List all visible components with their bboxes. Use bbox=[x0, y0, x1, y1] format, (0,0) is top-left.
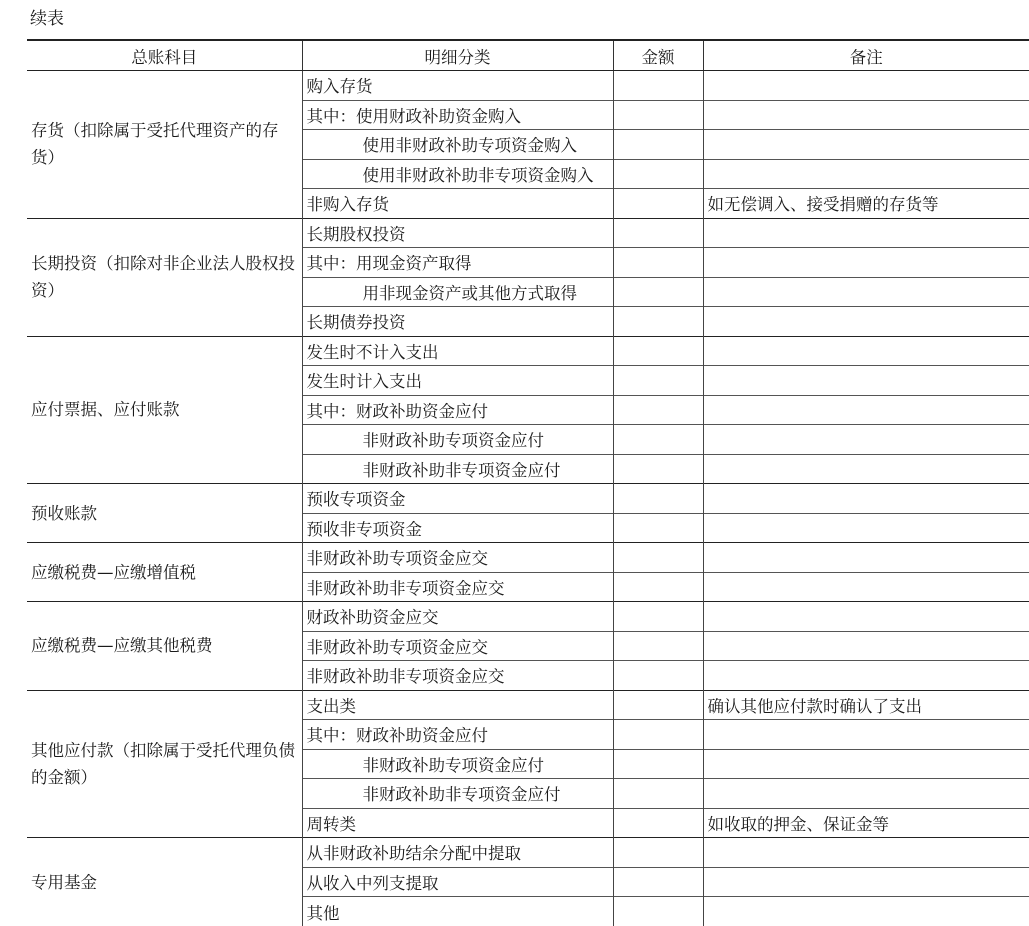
amount-cell bbox=[613, 159, 703, 189]
amount-cell bbox=[613, 454, 703, 484]
detail-cell: 其中：使用财政补助资金购入 bbox=[302, 100, 613, 130]
detail-cell: 从非财政补助结余分配中提取 bbox=[302, 838, 613, 868]
note-cell bbox=[703, 336, 1029, 366]
header-amount: 金额 bbox=[613, 40, 703, 71]
account-cell: 预收账款 bbox=[27, 484, 302, 543]
note-cell bbox=[703, 572, 1029, 602]
note-cell bbox=[703, 661, 1029, 691]
note-cell bbox=[703, 602, 1029, 632]
detail-cell: 非财政补助非专项资金应付 bbox=[302, 779, 613, 809]
table-row bbox=[27, 543, 1029, 573]
header-note: 备注 bbox=[703, 40, 1029, 71]
detail-cell: 其他 bbox=[302, 897, 613, 926]
note-cell bbox=[703, 425, 1029, 455]
detail-cell: 非财政补助专项资金应付 bbox=[302, 749, 613, 779]
detail-cell: 非财政补助非专项资金应交 bbox=[302, 572, 613, 602]
amount-cell bbox=[613, 602, 703, 632]
amount-cell bbox=[613, 631, 703, 661]
header-account: 总账科目 bbox=[27, 40, 302, 71]
detail-cell: 长期债券投资 bbox=[302, 307, 613, 337]
detail-cell: 用非现金资产或其他方式取得 bbox=[302, 277, 613, 307]
amount-cell bbox=[613, 838, 703, 868]
amount-cell bbox=[613, 808, 703, 838]
note-cell bbox=[703, 71, 1029, 101]
header-detail: 明细分类 bbox=[302, 40, 613, 71]
account-cell: 长期投资（扣除对非企业法人股权投资） bbox=[27, 218, 302, 336]
detail-cell: 其中：财政补助资金应付 bbox=[302, 720, 613, 750]
amount-cell bbox=[613, 277, 703, 307]
detail-cell: 非财政补助专项资金应交 bbox=[302, 543, 613, 573]
amount-cell bbox=[613, 71, 703, 101]
detail-cell: 发生时计入支出 bbox=[302, 366, 613, 396]
amount-cell bbox=[613, 720, 703, 750]
amount-cell bbox=[613, 218, 703, 248]
note-cell bbox=[703, 484, 1029, 514]
note-cell: 如无偿调入、接受捐赠的存货等 bbox=[703, 189, 1029, 219]
note-cell bbox=[703, 395, 1029, 425]
detail-cell: 支出类 bbox=[302, 690, 613, 720]
table-row bbox=[27, 484, 1029, 514]
account-cell: 专用基金 bbox=[27, 838, 302, 926]
note-cell bbox=[703, 720, 1029, 750]
amount-cell bbox=[613, 543, 703, 573]
detail-cell: 使用非财政补助专项资金购入 bbox=[302, 130, 613, 160]
note-cell bbox=[703, 218, 1029, 248]
amount-cell bbox=[613, 867, 703, 897]
amount-cell bbox=[613, 336, 703, 366]
account-cell: 应缴税费—应缴其他税费 bbox=[27, 602, 302, 691]
note-cell bbox=[703, 749, 1029, 779]
note-cell: 确认其他应付款时确认了支出 bbox=[703, 690, 1029, 720]
amount-cell bbox=[613, 690, 703, 720]
note-cell bbox=[703, 867, 1029, 897]
note-cell bbox=[703, 277, 1029, 307]
amount-cell bbox=[613, 513, 703, 543]
account-cell: 应缴税费—应缴增值税 bbox=[27, 543, 302, 602]
note-cell bbox=[703, 454, 1029, 484]
account-cell: 存货（扣除属于受托代理资产的存货） bbox=[27, 71, 302, 219]
amount-cell bbox=[613, 307, 703, 337]
account-cell: 应付票据、应付账款 bbox=[27, 336, 302, 484]
amount-cell bbox=[613, 130, 703, 160]
note-cell bbox=[703, 779, 1029, 809]
amount-cell bbox=[613, 425, 703, 455]
table-row bbox=[27, 336, 1029, 366]
note-cell bbox=[703, 130, 1029, 160]
detail-cell: 周转类 bbox=[302, 808, 613, 838]
note-cell bbox=[703, 631, 1029, 661]
detail-cell: 使用非财政补助非专项资金购入 bbox=[302, 159, 613, 189]
detail-cell: 财政补助资金应交 bbox=[302, 602, 613, 632]
header-row bbox=[27, 40, 1029, 71]
note-cell bbox=[703, 366, 1029, 396]
amount-cell bbox=[613, 779, 703, 809]
amount-cell bbox=[613, 661, 703, 691]
table-row bbox=[27, 838, 1029, 868]
table-row bbox=[27, 218, 1029, 248]
note-cell bbox=[703, 100, 1029, 130]
note-cell: 如收取的押金、保证金等 bbox=[703, 808, 1029, 838]
note-cell bbox=[703, 248, 1029, 278]
amount-cell bbox=[613, 100, 703, 130]
ledger-table bbox=[27, 39, 1029, 926]
detail-cell: 长期股权投资 bbox=[302, 218, 613, 248]
note-cell bbox=[703, 838, 1029, 868]
detail-cell: 其中：财政补助资金应付 bbox=[302, 395, 613, 425]
table-caption: 续表 bbox=[30, 8, 64, 30]
amount-cell bbox=[613, 189, 703, 219]
amount-cell bbox=[613, 366, 703, 396]
account-cell: 其他应付款（扣除属于受托代理负债的金额） bbox=[27, 690, 302, 838]
detail-cell: 预收专项资金 bbox=[302, 484, 613, 514]
detail-cell: 非财政补助专项资金应交 bbox=[302, 631, 613, 661]
detail-cell: 预收非专项资金 bbox=[302, 513, 613, 543]
note-cell bbox=[703, 513, 1029, 543]
amount-cell bbox=[613, 395, 703, 425]
detail-cell: 非财政补助专项资金应付 bbox=[302, 425, 613, 455]
detail-cell: 其中：用现金资产取得 bbox=[302, 248, 613, 278]
table-row bbox=[27, 71, 1029, 101]
detail-cell: 发生时不计入支出 bbox=[302, 336, 613, 366]
note-cell bbox=[703, 543, 1029, 573]
amount-cell bbox=[613, 248, 703, 278]
note-cell bbox=[703, 159, 1029, 189]
detail-cell: 非财政补助非专项资金应交 bbox=[302, 661, 613, 691]
detail-cell: 非购入存货 bbox=[302, 189, 613, 219]
table-row bbox=[27, 602, 1029, 632]
amount-cell bbox=[613, 749, 703, 779]
detail-cell: 购入存货 bbox=[302, 71, 613, 101]
note-cell bbox=[703, 307, 1029, 337]
detail-cell: 非财政补助非专项资金应付 bbox=[302, 454, 613, 484]
table-row bbox=[27, 690, 1029, 720]
detail-cell: 从收入中列支提取 bbox=[302, 867, 613, 897]
amount-cell bbox=[613, 484, 703, 514]
amount-cell bbox=[613, 572, 703, 602]
